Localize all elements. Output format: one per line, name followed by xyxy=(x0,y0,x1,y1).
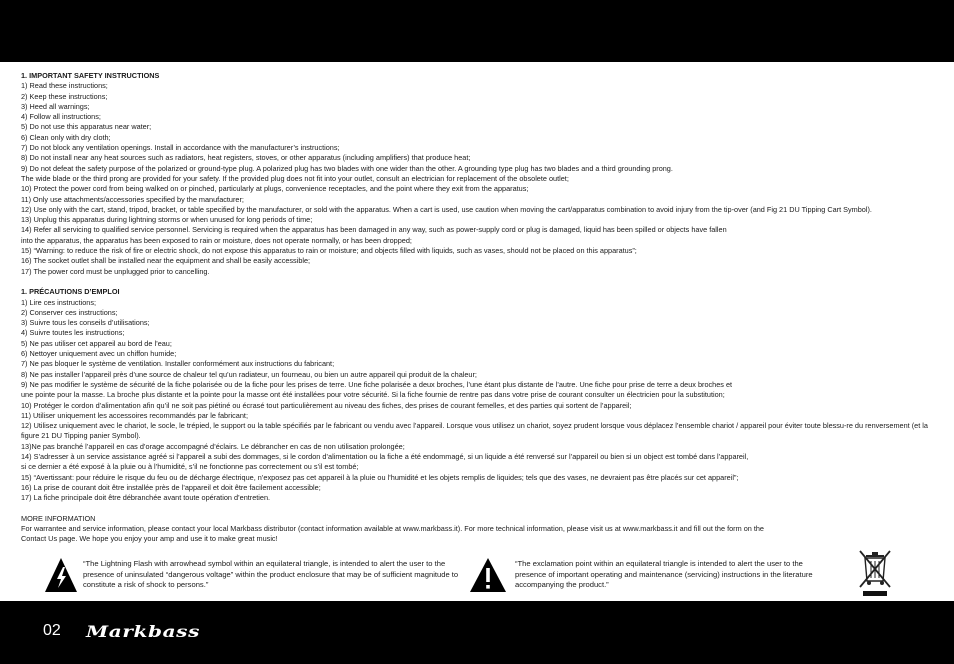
instruction-line: 1) Lire ces instructions; xyxy=(21,297,97,307)
instruction-line: 15) “Avertissant: pour réduire le risque du feu ou de décharge électrique, n’exposez pas cet appareil à la pluie ou l’humidité et les objets remplis de liquides; tels que des vases, ne devraient pas être placés sur cet appareil”; xyxy=(21,472,739,482)
instruction-line: into the apparatus, the apparatus has been exposed to rain or moisture, does not operate normally, or has been dropped; xyxy=(21,235,412,245)
french-instructions-list xyxy=(21,298,939,504)
safety-document xyxy=(21,71,939,545)
more-info-text: Contact Us page. We hope you enjoy your amp and use it to make great music! xyxy=(21,534,278,544)
instruction-line: 8) Do not install near any heat sources such as radiators, heat registers, stoves, or other apparatus (including amplifiers) that produce heat; xyxy=(21,153,471,163)
instruction-line: 13) Unplug this apparatus during lightning storms or when unused for long periods of time; xyxy=(21,215,313,225)
instruction-line: 2) Conserver ces instructions; xyxy=(21,307,118,317)
instruction-line: 3) Suivre tous les conseils d’utilisations; xyxy=(21,318,150,328)
instruction-line: 15) “Warning: to reduce the risk of fire or electric shock, do not expose this apparatus to rain or moisture; and objects filled with liquids, such as vases, should not be placed on this apparatus”; xyxy=(21,246,637,256)
instruction-line: 14) Refer all servicing to qualified service personnel. Servicing is required when the apparatus has been damaged in any way, such as power-supply cord or plug is damaged, liquid has been spilled or objects have fallen xyxy=(21,225,727,235)
instruction-line: 1) Read these instructions; xyxy=(21,81,108,91)
instruction-line: 9) Do not defeat the safety purpose of the polarized or ground-type plug. A polarized plug has two blades with one wider than the other. A grounding type plug has two blades and a third grounding prong. xyxy=(21,163,673,173)
instruction-line: une pointe pour la masse. La broche plus distante et la pointe pour la masse ont été installées pour votre sécurité. Si la fiche fournie de rentre pas dans votre prise de courant consulter un électricien pour la substitution; xyxy=(21,390,725,400)
english-instructions-list xyxy=(21,81,939,277)
instruction-line: 17) The power cord must be unplugged prior to cancelling. xyxy=(21,266,210,276)
instruction-line: 16) The socket outlet shall be installed near the equipment and shall be easily accessible; xyxy=(21,256,311,266)
instruction-line: 17) La fiche principale doit être débranchée avant toute opération d’entretien. xyxy=(21,493,271,503)
instruction-line: The wide blade or the third prong are provided for your safety. If the provided plug does not fit into your outlet, consult an electrician for replacement of the obsolete outlet; xyxy=(21,173,569,183)
page-number: 02 xyxy=(43,622,61,639)
top-black-bar xyxy=(0,0,954,62)
instruction-line: 4) Suivre toutes les instructions; xyxy=(21,328,125,338)
instruction-line: 12) Utilisez uniquement avec le chariot, le socle, le trépied, le support ou la table spécifiés par le fabricant ou vendu avec l’appareil. Lorsque vous utilisez un chariot, soyez prudent lorsque vous déplacez l’ensemble chariot / appareil pour éviter toute blessu-re du renversement (et la figure 21 DU Tipping panier Symbol). xyxy=(21,421,928,441)
markbass-logo: Markbass xyxy=(86,622,200,641)
french-section-title: 1. PRÉCAUTIONS D’EMPLOI xyxy=(21,287,120,297)
instruction-line: 14) S’adresser à un service assistance agréé si l’appareil a subi des dommages, si le cordon d’alimentation ou la fiche a été endommagé, si un liquide a été renversé sur l’appareil ou bien si un object est tombé dans l’appareil, xyxy=(21,451,749,461)
instruction-line: 10) Protect the power cord from being walked on or pinched, particularly at plugs, convenience receptacles, and the point where they exit from the apparatus; xyxy=(21,184,529,194)
instruction-line: 8) Ne pas installer l’appareil près d’une source de chaleur tel qu’un radiateur, un fourneau, ou bien un autre appareil qui produit de la chaleur; xyxy=(21,369,477,379)
instruction-line: 5) Ne pas utiliser cet appareil au bord de l’eau; xyxy=(21,338,172,348)
instruction-line: 5) Do not use this apparatus near water; xyxy=(21,122,152,132)
instruction-line: 6) Clean only with dry cloth; xyxy=(21,132,111,142)
warning-symbols-row xyxy=(21,557,939,599)
more-info-text: For warrantee and service information, please contact your local Markbass distributor (contact information available at www.markbass.it). For more technical information, please visit us at www.markbass.it and fill out the form on the xyxy=(21,524,764,534)
instruction-line: 7) Do not block any ventilation openings. Install in accordance with the manufacturer’s instructions; xyxy=(21,143,340,153)
crossed-out-bin-icon xyxy=(854,549,896,599)
instruction-line: 16) La prise de courant doit être installée près de l’appareil et doit être facilement accessible; xyxy=(21,482,321,492)
instruction-line: 12) Use only with the cart, stand, tripod, bracket, or table specified by the manufacturer, or sold with the apparatus. When a cart is used, use caution when moving the cart/apparatus combination to avoid injury from the tip-over (and Fig 21 DU Tipping Cart Symbol). xyxy=(21,204,872,214)
lightning-triangle-icon xyxy=(44,557,78,593)
instruction-line: 11) Only use attachments/accessories specified by the manufacturer; xyxy=(21,194,244,204)
more-info-title: MORE INFORMATION xyxy=(21,513,96,523)
lightning-warning-text: “The Lightning Flash with arrowhead symbol within an equilateral triangle, is intended to alert the user to the presence of uninsulated “dangerous voltage” within the product enclosure that may be of sufficient magnitude to constitute a risk of shock to persons.” xyxy=(83,559,459,589)
instruction-line: 2) Keep these instructions; xyxy=(21,91,108,101)
exclamation-warning-text: “The exclamation point within an equilateral triangle is intended to alert the user to the presence of important operating and maintenance (servicing) instructions in the literature accompanying the product.” xyxy=(515,559,813,589)
exclamation-triangle-icon xyxy=(469,557,507,593)
instruction-line: 4) Follow all instructions; xyxy=(21,112,101,122)
instruction-line: 10) Protéger le cordon d’alimentation afin qu’il ne soit pas piétiné ou écrasé tout particulièrement au niveau des fiches, des prises de courant femelles, et des parties qui sortent de l’appareil; xyxy=(21,400,632,410)
instruction-line: 13)Ne pas branché l’appareil en cas d’orage accompagné d’éclairs. Le débrancher en cas de non utilisation prolongée; xyxy=(21,441,405,451)
instruction-line: 9) Ne pas modifier le système de sécurité de la fiche polarisée ou de la fiche pour les prises de terre. Une fiche polarisée a deux broches, l’une étant plus distante de l’autre. Une fiche pour prise de terre a deux broches et xyxy=(21,379,733,389)
english-section-title: 1. IMPORTANT SAFETY INSTRUCTIONS xyxy=(21,71,160,80)
instruction-line: 6) Nettoyer uniquement avec un chiffon humide; xyxy=(21,349,177,359)
instruction-line: 7) Ne pas bloquer le système de ventilation. Installer conformément aux instructions du fabricant; xyxy=(21,359,335,369)
instruction-line: 3) Heed all warnings; xyxy=(21,101,90,111)
instruction-line: 11) Utiliser uniquement les accessoires recommandés par le fabricant; xyxy=(21,410,248,420)
instruction-line: si ce dernier a été exposé à la pluie ou à l’humidité, s’il ne fonctionne pas correctement ou s’il est tombé; xyxy=(21,462,359,472)
